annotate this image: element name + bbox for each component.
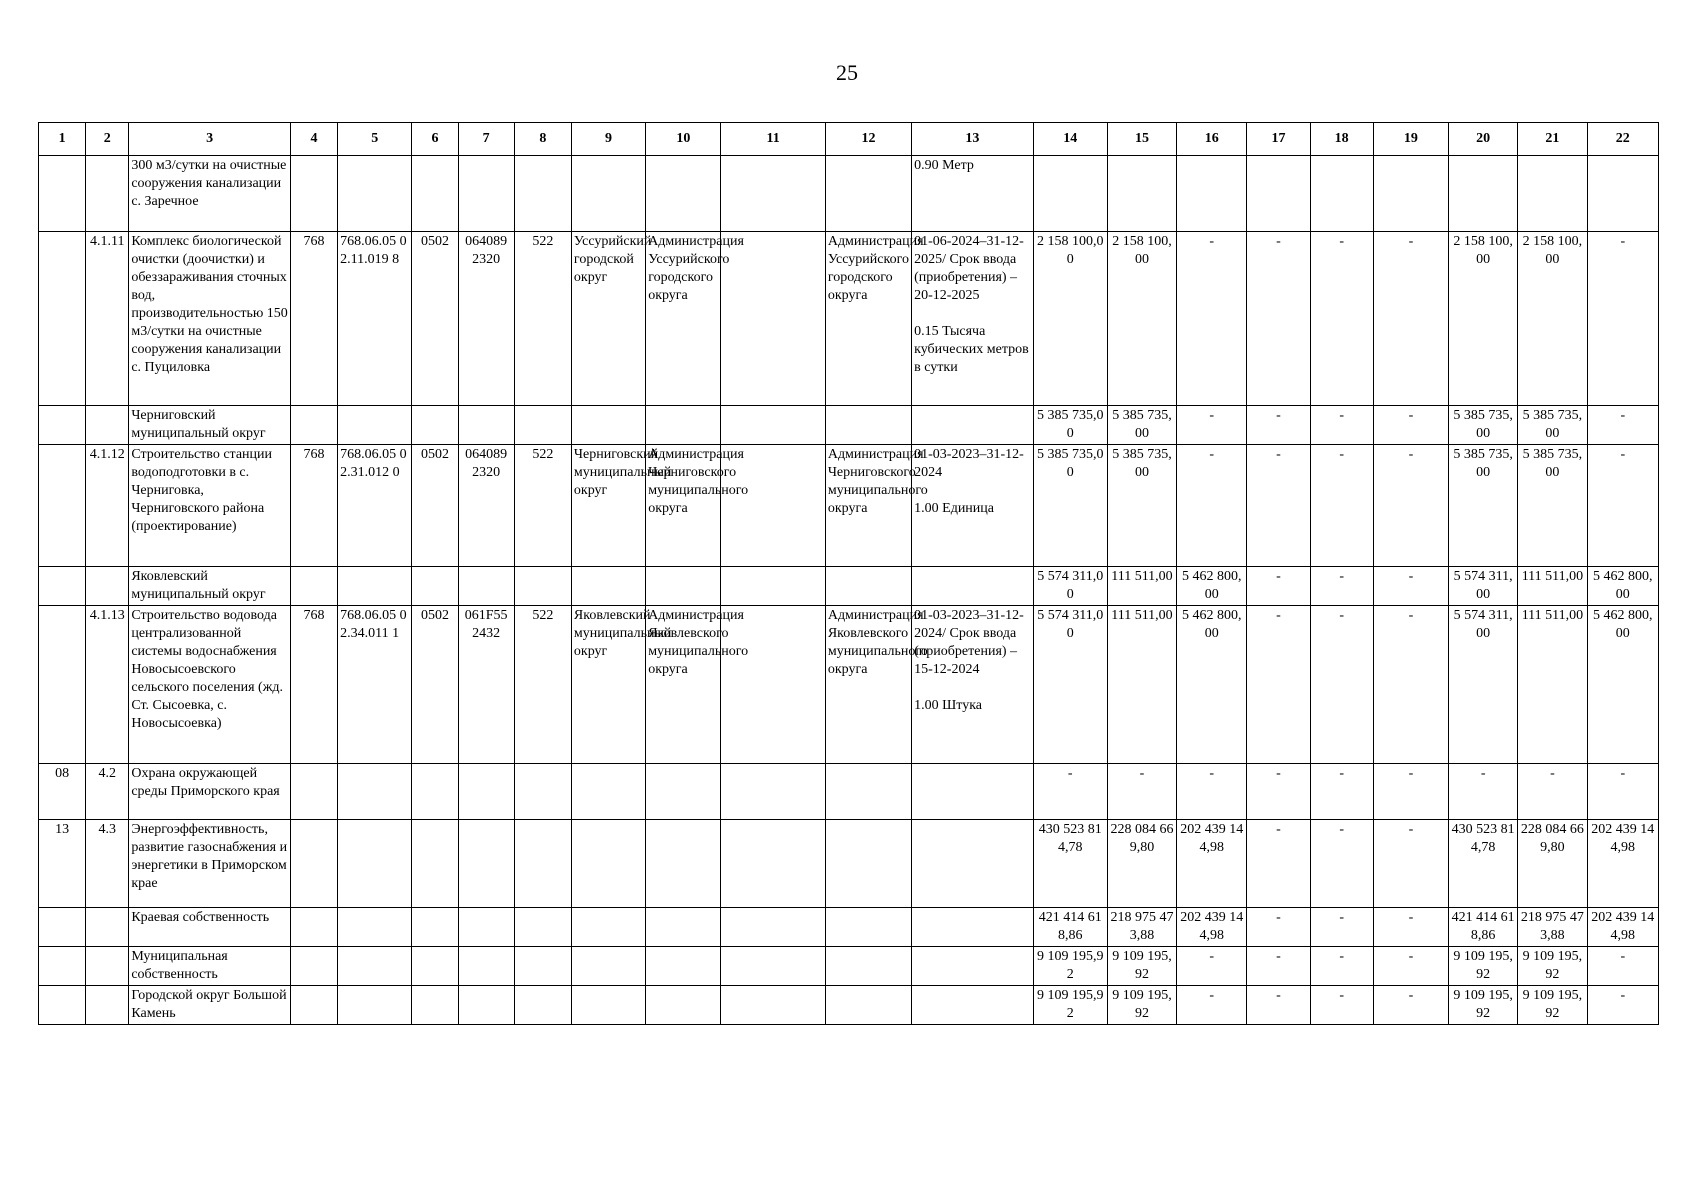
- column-header-18: 18: [1310, 123, 1373, 156]
- table-cell-col-21: 9 109 195,92: [1518, 986, 1587, 1025]
- table-cell-col-13: [912, 986, 1033, 1025]
- table-cell-col-14: 5 385 735,00: [1033, 445, 1107, 567]
- table-cell-col-6: [412, 986, 458, 1025]
- table-cell-col-8: 522: [514, 606, 571, 764]
- table-cell-col-19: -: [1373, 764, 1448, 820]
- column-header-10: 10: [646, 123, 721, 156]
- table-cell-col-7: [458, 156, 514, 232]
- table-cell-col-17: [1247, 156, 1310, 232]
- table-cell-col-8: 522: [514, 445, 571, 567]
- table-cell-col-17: -: [1247, 986, 1310, 1025]
- table-cell-col-5: [338, 764, 412, 820]
- table-cell-col-14: 9 109 195,92: [1033, 947, 1107, 986]
- table-cell-col-1: [39, 947, 86, 986]
- table-cell-col-4: [290, 908, 337, 947]
- table-cell-col-5: 768.06.05 02.34.011 1: [338, 606, 412, 764]
- table-cell-col-18: -: [1310, 764, 1373, 820]
- table-cell-col-15: 9 109 195,92: [1107, 986, 1176, 1025]
- table-cell-col-22: 5 462 800,00: [1587, 606, 1658, 764]
- table-cell-col-21: 5 385 735,00: [1518, 445, 1587, 567]
- table-cell-col-2: [86, 156, 129, 232]
- table-cell-col-8: [514, 986, 571, 1025]
- table-cell-col-10: [646, 986, 721, 1025]
- table-cell-col-13: 01-03-2023–31-12-2024 1.00 Единица: [912, 445, 1033, 567]
- table-cell-col-7: [458, 820, 514, 908]
- table-cell-col-14: 5 385 735,00: [1033, 406, 1107, 445]
- table-cell-col-20: 421 414 618,86: [1449, 908, 1518, 947]
- table-cell-col-2: [86, 567, 129, 606]
- table-cell-col-22: -: [1587, 764, 1658, 820]
- table-cell-col-16: -: [1177, 445, 1247, 567]
- column-header-13: 13: [912, 123, 1033, 156]
- table-cell-col-8: [514, 947, 571, 986]
- table-row: [39, 764, 1659, 820]
- table-cell-col-20: 430 523 814,78: [1449, 820, 1518, 908]
- table-cell-col-19: -: [1373, 606, 1448, 764]
- table-cell-col-15: 5 385 735,00: [1107, 445, 1176, 567]
- table-cell-col-6: [412, 820, 458, 908]
- table-cell-col-16: 5 462 800,00: [1177, 567, 1247, 606]
- table-cell-col-6: [412, 406, 458, 445]
- table-cell-col-9: [571, 986, 645, 1025]
- table-cell-col-2: [86, 908, 129, 947]
- table-cell-col-18: -: [1310, 947, 1373, 986]
- table-cell-col-7: [458, 908, 514, 947]
- table-cell-col-1: [39, 986, 86, 1025]
- table-cell-col-22: 5 462 800,00: [1587, 567, 1658, 606]
- table-cell-col-22: -: [1587, 947, 1658, 986]
- table-cell-col-7: [458, 986, 514, 1025]
- table-cell-col-6: [412, 947, 458, 986]
- table-cell-col-4: [290, 406, 337, 445]
- table-cell-col-6: 0502: [412, 232, 458, 406]
- table-cell-col-3: Краевая собственность: [129, 908, 291, 947]
- table-cell-col-14: -: [1033, 764, 1107, 820]
- table-cell-col-14: 5 574 311,00: [1033, 606, 1107, 764]
- table-cell-col-10: Администрация Уссурийского городского округа: [646, 232, 721, 406]
- table-cell-col-21: 111 511,00: [1518, 567, 1587, 606]
- table-cell-col-15: 2 158 100,00: [1107, 232, 1176, 406]
- table-cell-col-4: 768: [290, 606, 337, 764]
- column-header-12: 12: [825, 123, 911, 156]
- table-cell-col-19: [1373, 156, 1448, 232]
- table-cell-col-8: [514, 406, 571, 445]
- table-cell-col-13: [912, 820, 1033, 908]
- table-cell-col-22: [1587, 156, 1658, 232]
- table-cell-col-22: 202 439 144,98: [1587, 820, 1658, 908]
- table-cell-col-2: [86, 406, 129, 445]
- table-cell-col-11: [721, 820, 825, 908]
- table-cell-col-18: -: [1310, 406, 1373, 445]
- table-cell-col-11: [721, 986, 825, 1025]
- column-header-21: 21: [1518, 123, 1587, 156]
- table-cell-col-1: [39, 232, 86, 406]
- column-header-9: 9: [571, 123, 645, 156]
- investment-table: [38, 122, 1659, 1025]
- table-cell-col-9: [571, 567, 645, 606]
- table-cell-col-4: [290, 764, 337, 820]
- table-cell-col-5: [338, 406, 412, 445]
- table-cell-col-3: Энергоэффективность, развитие газоснабжения и энергетики в Приморском крае: [129, 820, 291, 908]
- table-cell-col-22: 202 439 144,98: [1587, 908, 1658, 947]
- column-header-8: 8: [514, 123, 571, 156]
- table-cell-col-18: -: [1310, 820, 1373, 908]
- table-cell-col-14: 430 523 814,78: [1033, 820, 1107, 908]
- table-cell-col-16: [1177, 156, 1247, 232]
- table-cell-col-16: -: [1177, 764, 1247, 820]
- table-cell-col-15: 218 975 473,88: [1107, 908, 1176, 947]
- table-cell-col-3: Строительство водовода централизованной системы водоснабжения Новосысоевского сельского поселения (жд. Ст. Сысоевка, с. Новосысоевка): [129, 606, 291, 764]
- table-cell-col-5: [338, 820, 412, 908]
- table-cell-col-19: -: [1373, 986, 1448, 1025]
- table-cell-col-17: -: [1247, 947, 1310, 986]
- table-cell-col-20: 5 574 311,00: [1449, 567, 1518, 606]
- column-header-15: 15: [1107, 123, 1176, 156]
- table-cell-col-19: -: [1373, 820, 1448, 908]
- table-cell-col-3: Строительство станции водоподготовки в с. Черниговка, Черниговского района (проектирование): [129, 445, 291, 567]
- table-cell-col-5: 768.06.05 02.11.019 8: [338, 232, 412, 406]
- page-number: 25: [836, 60, 858, 85]
- table-cell-col-14: 9 109 195,92: [1033, 986, 1107, 1025]
- table-row: [39, 156, 1659, 232]
- table-cell-col-9: Черниговский муниципальный округ: [571, 445, 645, 567]
- column-header-2: 2: [86, 123, 129, 156]
- table-cell-col-1: [39, 406, 86, 445]
- table-cell-col-18: -: [1310, 606, 1373, 764]
- table-cell-col-4: [290, 947, 337, 986]
- table-cell-col-17: -: [1247, 232, 1310, 406]
- table-cell-col-9: Уссурийский городской округ: [571, 232, 645, 406]
- table-cell-col-2: [86, 947, 129, 986]
- table-cell-col-12: [825, 947, 911, 986]
- table-cell-col-19: -: [1373, 406, 1448, 445]
- table-cell-col-12: Администрация Яковлевского муниципального округа: [825, 606, 911, 764]
- table-cell-col-13: [912, 567, 1033, 606]
- table-cell-col-3: Охрана окружающей среды Приморского края: [129, 764, 291, 820]
- table-cell-col-5: [338, 908, 412, 947]
- table-cell-col-22: -: [1587, 232, 1658, 406]
- table-cell-col-1: 08: [39, 764, 86, 820]
- table-cell-col-3: Яковлевский муниципальный округ: [129, 567, 291, 606]
- table-cell-col-4: [290, 156, 337, 232]
- table-cell-col-17: -: [1247, 606, 1310, 764]
- table-cell-col-19: -: [1373, 947, 1448, 986]
- table-cell-col-15: 228 084 669,80: [1107, 820, 1176, 908]
- table-cell-col-13: 01-06-2024–31-12-2025/ Срок ввода (приобретения) – 20-12-2025 0.15 Тысяча кубических метров в сутки: [912, 232, 1033, 406]
- table-cell-col-16: -: [1177, 232, 1247, 406]
- table-cell-col-9: Яковлевский муниципальный округ: [571, 606, 645, 764]
- table-cell-col-11: [721, 908, 825, 947]
- table-cell-col-16: -: [1177, 947, 1247, 986]
- table-cell-col-21: -: [1518, 764, 1587, 820]
- table-cell-col-13: [912, 764, 1033, 820]
- table-cell-col-20: 9 109 195,92: [1449, 947, 1518, 986]
- column-header-16: 16: [1177, 123, 1247, 156]
- table-cell-col-6: 0502: [412, 445, 458, 567]
- table-cell-col-10: Администрация Черниговского муниципального округа: [646, 445, 721, 567]
- table-cell-col-1: [39, 156, 86, 232]
- table-cell-col-21: 5 385 735,00: [1518, 406, 1587, 445]
- table-cell-col-21: [1518, 156, 1587, 232]
- table-cell-col-6: [412, 908, 458, 947]
- table-cell-col-11: [721, 156, 825, 232]
- table-cell-col-5: [338, 947, 412, 986]
- table-cell-col-2: 4.1.11: [86, 232, 129, 406]
- column-header-19: 19: [1373, 123, 1448, 156]
- table-cell-col-11: [721, 406, 825, 445]
- table-cell-col-1: [39, 567, 86, 606]
- table-cell-col-9: [571, 764, 645, 820]
- table-row: [39, 445, 1659, 567]
- table-cell-col-4: [290, 567, 337, 606]
- table-cell-col-12: [825, 986, 911, 1025]
- table-cell-col-17: -: [1247, 908, 1310, 947]
- table-cell-col-9: [571, 908, 645, 947]
- table-cell-col-7: [458, 764, 514, 820]
- table-cell-col-5: [338, 567, 412, 606]
- table-cell-col-8: 522: [514, 232, 571, 406]
- table-row: [39, 947, 1659, 986]
- table-cell-col-7: [458, 947, 514, 986]
- column-header-20: 20: [1449, 123, 1518, 156]
- table-cell-col-15: [1107, 156, 1176, 232]
- table-cell-col-5: [338, 156, 412, 232]
- table-cell-col-9: [571, 156, 645, 232]
- table-cell-col-10: [646, 406, 721, 445]
- table-cell-col-10: [646, 820, 721, 908]
- table-cell-col-3: Муниципальная собственность: [129, 947, 291, 986]
- column-header-3: 3: [129, 123, 291, 156]
- table-cell-col-12: [825, 908, 911, 947]
- table-cell-col-1: [39, 908, 86, 947]
- table-cell-col-18: -: [1310, 986, 1373, 1025]
- table-cell-col-15: 5 385 735,00: [1107, 406, 1176, 445]
- table-cell-col-11: [721, 606, 825, 764]
- table-cell-col-8: [514, 156, 571, 232]
- table-cell-col-16: -: [1177, 406, 1247, 445]
- column-header-17: 17: [1247, 123, 1310, 156]
- table-row: [39, 606, 1659, 764]
- table-cell-col-17: -: [1247, 820, 1310, 908]
- table-cell-col-13: [912, 406, 1033, 445]
- column-header-7: 7: [458, 123, 514, 156]
- column-header-22: 22: [1587, 123, 1658, 156]
- table-cell-col-18: [1310, 156, 1373, 232]
- table-cell-col-17: -: [1247, 445, 1310, 567]
- table-cell-col-20: -: [1449, 764, 1518, 820]
- table-cell-col-4: [290, 986, 337, 1025]
- table-cell-col-12: [825, 406, 911, 445]
- table-cell-col-12: [825, 764, 911, 820]
- table-cell-col-11: [721, 445, 825, 567]
- table-cell-col-15: 111 511,00: [1107, 606, 1176, 764]
- table-cell-col-22: -: [1587, 406, 1658, 445]
- table-cell-col-3: Черниговский муниципальный округ: [129, 406, 291, 445]
- table-cell-col-13: [912, 947, 1033, 986]
- table-cell-col-4: [290, 820, 337, 908]
- table-cell-col-14: [1033, 156, 1107, 232]
- table-cell-col-12: Администрация Черниговского муниципального округа: [825, 445, 911, 567]
- table-cell-col-5: [338, 986, 412, 1025]
- table-cell-col-12: Администрация Уссурийского городского округа: [825, 232, 911, 406]
- table-cell-col-19: -: [1373, 567, 1448, 606]
- table-cell-col-11: [721, 764, 825, 820]
- table-cell-col-3: Городской округ Большой Камень: [129, 986, 291, 1025]
- table-cell-col-11: [721, 232, 825, 406]
- column-header-11: 11: [721, 123, 825, 156]
- table-cell-col-10: [646, 567, 721, 606]
- table-cell-col-11: [721, 567, 825, 606]
- table-cell-col-16: 202 439 144,98: [1177, 820, 1247, 908]
- table-cell-col-17: -: [1247, 406, 1310, 445]
- table-cell-col-22: -: [1587, 986, 1658, 1025]
- table-cell-col-21: 218 975 473,88: [1518, 908, 1587, 947]
- table-cell-col-3: 300 м3/сутки на очистные сооружения канализации с. Заречное: [129, 156, 291, 232]
- table-cell-col-16: 5 462 800,00: [1177, 606, 1247, 764]
- table-cell-col-20: 5 385 735,00: [1449, 445, 1518, 567]
- table-cell-col-6: 0502: [412, 606, 458, 764]
- table-cell-col-7: [458, 406, 514, 445]
- table-cell-col-18: -: [1310, 445, 1373, 567]
- table-row: [39, 908, 1659, 947]
- table-cell-col-2: 4.1.13: [86, 606, 129, 764]
- table-cell-col-16: 202 439 144,98: [1177, 908, 1247, 947]
- table-cell-col-15: 9 109 195,92: [1107, 947, 1176, 986]
- column-header-1: 1: [39, 123, 86, 156]
- table-cell-col-2: [86, 986, 129, 1025]
- table-cell-col-18: -: [1310, 232, 1373, 406]
- column-header-5: 5: [338, 123, 412, 156]
- table-cell-col-18: -: [1310, 908, 1373, 947]
- table-cell-col-8: [514, 908, 571, 947]
- column-header-14: 14: [1033, 123, 1107, 156]
- table-cell-col-17: -: [1247, 764, 1310, 820]
- table-cell-col-19: -: [1373, 445, 1448, 567]
- table-cell-col-15: -: [1107, 764, 1176, 820]
- table-cell-col-12: [825, 820, 911, 908]
- table-cell-col-11: [721, 947, 825, 986]
- table-cell-col-4: 768: [290, 445, 337, 567]
- column-header-6: 6: [412, 123, 458, 156]
- table-cell-col-7: [458, 567, 514, 606]
- header-row: [39, 123, 1659, 156]
- table-cell-col-17: -: [1247, 567, 1310, 606]
- table-cell-col-13: 0.90 Метр: [912, 156, 1033, 232]
- table-cell-col-20: [1449, 156, 1518, 232]
- table-cell-col-21: 2 158 100,00: [1518, 232, 1587, 406]
- table-cell-col-21: 9 109 195,92: [1518, 947, 1587, 986]
- table-cell-col-1: [39, 445, 86, 567]
- table-cell-col-21: 228 084 669,80: [1518, 820, 1587, 908]
- table-cell-col-15: 111 511,00: [1107, 567, 1176, 606]
- table-cell-col-20: 5 385 735,00: [1449, 406, 1518, 445]
- table-cell-col-10: [646, 156, 721, 232]
- table-cell-col-16: -: [1177, 986, 1247, 1025]
- table-cell-col-20: 2 158 100,00: [1449, 232, 1518, 406]
- table-cell-col-9: [571, 820, 645, 908]
- table-cell-col-10: [646, 947, 721, 986]
- table-row: [39, 986, 1659, 1025]
- table-cell-col-20: 5 574 311,00: [1449, 606, 1518, 764]
- table-cell-col-1: 13: [39, 820, 86, 908]
- table-cell-col-20: 9 109 195,92: [1449, 986, 1518, 1025]
- table-cell-col-1: [39, 606, 86, 764]
- table-cell-col-14: 421 414 618,86: [1033, 908, 1107, 947]
- table-cell-col-9: [571, 406, 645, 445]
- table-cell-col-22: -: [1587, 445, 1658, 567]
- table-cell-col-12: [825, 567, 911, 606]
- table-cell-col-2: 4.3: [86, 820, 129, 908]
- table-cell-col-10: [646, 764, 721, 820]
- table-cell-col-7: 061F55 2432: [458, 606, 514, 764]
- table-cell-col-3: Комплекс биологической очистки (доочистки) и обеззараживания сточных вод, производительностью 150 м3/сутки на очистные сооружения канализации с. Пуциловка: [129, 232, 291, 406]
- table-row: [39, 567, 1659, 606]
- table-cell-col-5: 768.06.05 02.31.012 0: [338, 445, 412, 567]
- table-cell-col-2: 4.2: [86, 764, 129, 820]
- table-cell-col-9: [571, 947, 645, 986]
- table-cell-col-7: 064089 2320: [458, 445, 514, 567]
- table-cell-col-18: -: [1310, 567, 1373, 606]
- table-cell-col-14: 2 158 100,00: [1033, 232, 1107, 406]
- table-cell-col-21: 111 511,00: [1518, 606, 1587, 764]
- table-cell-col-19: -: [1373, 908, 1448, 947]
- table-row: [39, 232, 1659, 406]
- column-header-4: 4: [290, 123, 337, 156]
- table-row: [39, 820, 1659, 908]
- table-cell-col-12: [825, 156, 911, 232]
- table-cell-col-8: [514, 820, 571, 908]
- table-cell-col-10: [646, 908, 721, 947]
- table-cell-col-2: 4.1.12: [86, 445, 129, 567]
- table-cell-col-8: [514, 567, 571, 606]
- table-cell-col-14: 5 574 311,00: [1033, 567, 1107, 606]
- table-cell-col-19: -: [1373, 232, 1448, 406]
- table-cell-col-8: [514, 764, 571, 820]
- table-cell-col-6: [412, 567, 458, 606]
- table-cell-col-10: Администрация Яковлевского муниципального округа: [646, 606, 721, 764]
- table-cell-col-13: [912, 908, 1033, 947]
- table-cell-col-6: [412, 156, 458, 232]
- table-cell-col-6: [412, 764, 458, 820]
- table-row: [39, 406, 1659, 445]
- table-cell-col-4: 768: [290, 232, 337, 406]
- table-cell-col-7: 064089 2320: [458, 232, 514, 406]
- table-cell-col-13: 01-03-2023–31-12-2024/ Срок ввода (приобретения) – 15-12-2024 1.00 Штука: [912, 606, 1033, 764]
